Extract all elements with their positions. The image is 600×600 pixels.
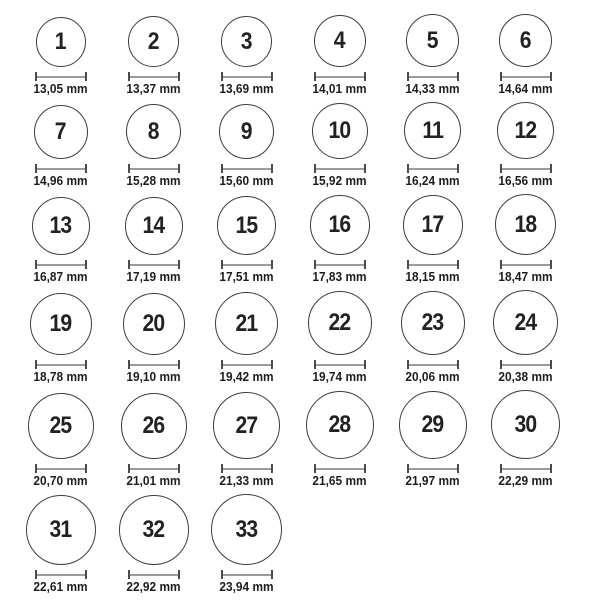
ring-circle: [219, 104, 274, 159]
ring-size-number: 10: [328, 117, 351, 144]
ring-circle: [215, 292, 278, 355]
ring-size-number: 26: [142, 412, 165, 439]
diameter-measure-line: [128, 260, 180, 269]
ring-size-number: 23: [421, 309, 444, 336]
measure-bar: [130, 468, 178, 470]
diameter-label: 18,78 mm: [33, 370, 88, 384]
measure-bar: [37, 76, 85, 78]
ring-circle: [123, 293, 185, 355]
measure-bar: [37, 574, 85, 576]
measure-bar: [130, 76, 178, 78]
measure-bar: [223, 574, 271, 576]
measure-bar: [37, 468, 85, 470]
diameter-measure-line: [500, 260, 552, 269]
measure-bar: [502, 264, 550, 266]
diameter-label: 15,92 mm: [312, 174, 367, 188]
ring-size-number: 9: [241, 117, 252, 145]
diameter-measure-line: [35, 260, 87, 269]
ring-circle: [406, 14, 459, 67]
ring-circle: [495, 194, 556, 255]
measure-bar: [502, 468, 550, 470]
diameter-measure-line: [128, 164, 180, 173]
ring-circle: [399, 391, 467, 459]
ring-size-item: [386, 291, 479, 384]
measure-bar: [223, 76, 271, 78]
ring-size-item: [14, 197, 107, 284]
diameter-measure-line: [407, 260, 459, 269]
ring-size-number: 5: [427, 26, 438, 54]
ring-circle: [128, 16, 179, 67]
ring-size-number: 3: [241, 27, 252, 55]
measure-bar: [502, 168, 550, 170]
measure-bar: [316, 468, 364, 470]
diameter-measure-line: [35, 72, 87, 81]
diameter-measure-line: [500, 360, 552, 369]
diameter-label: 19,10 mm: [126, 370, 181, 384]
diameter-measure-line: [35, 360, 87, 369]
ring-size-number: 6: [520, 26, 531, 54]
ring-size-item: [14, 393, 107, 488]
diameter-measure-line: [500, 164, 552, 173]
diameter-measure-line: [314, 164, 366, 173]
chart-row: [14, 290, 600, 384]
ring-size-number: 24: [514, 308, 537, 336]
diameter-label: 17,51 mm: [219, 270, 274, 284]
ring-circle: [310, 195, 370, 255]
diameter-measure-line: [35, 464, 87, 473]
ring-size-item: [479, 102, 572, 188]
ring-size-item: [386, 102, 479, 188]
measure-bar: [223, 264, 271, 266]
measure-bar: [130, 264, 178, 266]
measure-bar: [316, 364, 364, 366]
measure-bar: [409, 76, 457, 78]
diameter-measure-line: [407, 164, 459, 173]
ring-circle: [125, 197, 183, 255]
diameter-label: 23,94 mm: [219, 580, 274, 594]
ring-circle: [497, 102, 554, 159]
diameter-label: 21,01 mm: [126, 474, 181, 488]
ring-size-number: 21: [235, 309, 258, 337]
ring-size-item: [107, 197, 200, 284]
diameter-label: 18,47 mm: [498, 270, 553, 284]
diameter-measure-line: [35, 164, 87, 173]
ring-size-number: 25: [49, 412, 72, 439]
ring-size-number: 20: [142, 310, 165, 337]
ring-circle: [30, 293, 92, 355]
ring-size-number: 13: [49, 212, 72, 239]
diameter-measure-line: [128, 570, 180, 579]
measure-bar: [316, 76, 364, 78]
ring-circle: [306, 391, 374, 459]
diameter-measure-line: [221, 570, 273, 579]
diameter-measure-line: [314, 72, 366, 81]
ring-size-item: [200, 16, 293, 96]
chart-row: [14, 494, 600, 594]
diameter-label: 22,29 mm: [498, 474, 553, 488]
ring-circle: [211, 494, 282, 565]
diameter-measure-line: [407, 72, 459, 81]
diameter-label: 15,60 mm: [219, 174, 274, 188]
diameter-label: 16,87 mm: [33, 270, 88, 284]
ring-circle: [221, 16, 272, 67]
measure-bar: [37, 168, 85, 170]
ring-size-item: [293, 195, 386, 284]
ring-circle: [32, 197, 90, 255]
ring-size-number: 31: [49, 516, 72, 543]
diameter-measure-line: [128, 72, 180, 81]
ring-circle: [217, 196, 276, 255]
ring-size-item: [14, 495, 107, 594]
diameter-label: 14,96 mm: [33, 174, 88, 188]
diameter-label: 13,37 mm: [126, 82, 181, 96]
diameter-measure-line: [128, 464, 180, 473]
ring-size-item: [293, 291, 386, 384]
diameter-label: 22,92 mm: [126, 580, 181, 594]
diameter-measure-line: [221, 464, 273, 473]
diameter-label: 16,56 mm: [498, 174, 553, 188]
diameter-label: 13,05 mm: [33, 82, 88, 96]
measure-bar: [409, 168, 457, 170]
ring-circle: [126, 104, 181, 159]
ring-circle: [308, 291, 372, 355]
ring-circle: [314, 15, 366, 67]
ring-size-number: 29: [421, 411, 444, 438]
ring-size-number: 11: [422, 116, 443, 144]
ring-circle: [119, 495, 189, 565]
ring-size-number: 18: [514, 210, 537, 238]
ring-size-item: [386, 14, 479, 96]
ring-size-item: [107, 393, 200, 488]
diameter-measure-line: [128, 360, 180, 369]
ring-size-number: 28: [328, 411, 351, 438]
ring-size-number: 4: [334, 27, 345, 54]
ring-size-number: 12: [514, 116, 537, 144]
diameter-label: 17,83 mm: [312, 270, 367, 284]
measure-bar: [130, 168, 178, 170]
ring-size-item: [479, 290, 572, 384]
ring-size-item: [107, 495, 200, 594]
diameter-label: 20,70 mm: [33, 474, 88, 488]
ring-size-item: [386, 391, 479, 488]
ring-size-item: [479, 390, 572, 488]
diameter-measure-line: [35, 570, 87, 579]
ring-size-item: [14, 293, 107, 384]
ring-size-item: [479, 14, 572, 96]
diameter-measure-line: [314, 464, 366, 473]
ring-size-number: 27: [235, 411, 258, 439]
ring-size-item: [293, 103, 386, 188]
diameter-label: 20,38 mm: [498, 370, 553, 384]
ring-circle: [493, 290, 558, 355]
diameter-label: 15,28 mm: [126, 174, 181, 188]
ring-size-number: 7: [55, 118, 66, 145]
diameter-label: 21,97 mm: [405, 474, 460, 488]
ring-size-number: 16: [328, 211, 351, 238]
ring-size-item: [200, 494, 293, 594]
ring-size-item: [107, 104, 200, 188]
diameter-label: 16,24 mm: [405, 174, 460, 188]
measure-bar: [316, 168, 364, 170]
measure-bar: [37, 364, 85, 366]
measure-bar: [502, 76, 550, 78]
ring-circle: [34, 105, 88, 159]
diameter-measure-line: [314, 260, 366, 269]
diameter-measure-line: [407, 464, 459, 473]
ring-size-item: [14, 17, 107, 96]
diameter-label: 14,64 mm: [498, 82, 553, 96]
ring-circle: [121, 393, 187, 459]
ring-size-item: [386, 195, 479, 284]
chart-row: [14, 14, 600, 96]
diameter-label: 18,15 mm: [405, 270, 460, 284]
measure-bar: [409, 364, 457, 366]
ring-size-item: [200, 196, 293, 284]
diameter-label: 14,33 mm: [405, 82, 460, 96]
ring-size-number: 15: [235, 211, 258, 239]
diameter-measure-line: [314, 360, 366, 369]
ring-size-number: 8: [148, 117, 159, 145]
chart-row: [14, 390, 600, 488]
diameter-label: 13,69 mm: [219, 82, 274, 96]
ring-size-number: 22: [328, 309, 351, 336]
diameter-label: 22,61 mm: [33, 580, 88, 594]
measure-bar: [409, 264, 457, 266]
ring-size-item: [200, 392, 293, 488]
measure-bar: [502, 364, 550, 366]
ring-size-item: [107, 16, 200, 96]
diameter-label: 19,74 mm: [312, 370, 367, 384]
chart-row: [14, 102, 600, 188]
ring-size-number: 14: [142, 212, 165, 239]
ring-circle: [404, 102, 461, 159]
ring-circle: [26, 495, 96, 565]
ring-circle: [213, 392, 280, 459]
measure-bar: [37, 264, 85, 266]
ring-size-item: [293, 391, 386, 488]
measure-bar: [223, 468, 271, 470]
ring-circle: [499, 14, 552, 67]
diameter-measure-line: [500, 72, 552, 81]
diameter-label: 19,42 mm: [219, 370, 274, 384]
ring-size-item: [107, 293, 200, 384]
ring-circle: [401, 291, 465, 355]
diameter-label: 20,06 mm: [405, 370, 460, 384]
measure-bar: [409, 468, 457, 470]
ring-circle: [491, 390, 560, 459]
measure-bar: [223, 168, 271, 170]
ring-circle: [36, 17, 86, 67]
measure-bar: [130, 364, 178, 366]
diameter-label: 21,33 mm: [219, 474, 274, 488]
ring-size-number: 33: [235, 515, 258, 543]
ring-circle: [403, 195, 463, 255]
measure-bar: [316, 264, 364, 266]
diameter-measure-line: [221, 72, 273, 81]
diameter-measure-line: [221, 260, 273, 269]
diameter-measure-line: [221, 164, 273, 173]
measure-bar: [130, 574, 178, 576]
ring-size-number: 2: [148, 27, 159, 55]
ring-size-number: 17: [421, 211, 444, 238]
diameter-label: 17,19 mm: [126, 270, 181, 284]
diameter-label: 21,65 mm: [312, 474, 367, 488]
ring-size-item: [14, 105, 107, 188]
measure-bar: [223, 364, 271, 366]
diameter-measure-line: [407, 360, 459, 369]
ring-size-number: 1: [55, 28, 66, 55]
ring-size-item: [200, 292, 293, 384]
ring-size-number: 30: [514, 410, 537, 438]
diameter-label: 14,01 mm: [312, 82, 367, 96]
ring-size-item: [200, 104, 293, 188]
ring-size-item: [479, 194, 572, 284]
ring-size-number: 19: [49, 310, 72, 337]
ring-size-number: 32: [142, 516, 165, 543]
diameter-measure-line: [500, 464, 552, 473]
diameter-measure-line: [221, 360, 273, 369]
ring-size-item: [293, 15, 386, 96]
chart-row: [14, 194, 600, 284]
ring-circle: [28, 393, 94, 459]
ring-circle: [312, 103, 368, 159]
